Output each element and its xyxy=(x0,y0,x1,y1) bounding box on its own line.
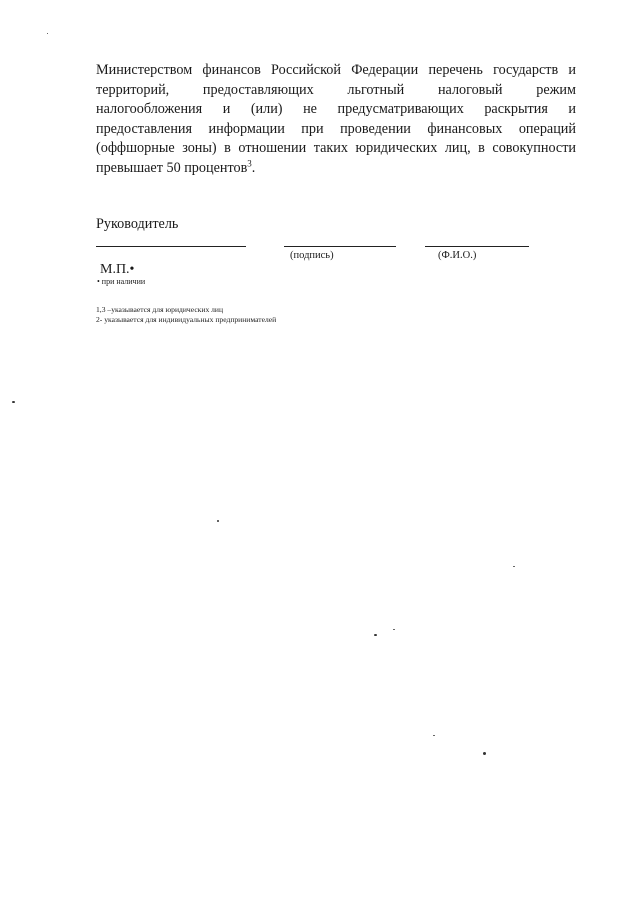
footnote-ref-3: 3 xyxy=(247,158,252,169)
paragraph-line-last xyxy=(96,159,576,179)
scan-speck xyxy=(483,752,486,755)
stamp-label: М.П.• xyxy=(100,262,135,277)
scan-speck xyxy=(393,629,395,630)
scan-speck xyxy=(513,566,515,567)
paragraph-end-punct: . xyxy=(251,159,256,176)
paragraph-line: (оффшорные зоны) в отношении таких юридических лиц, в совокупности xyxy=(96,140,576,157)
stamp-note: • при наличии xyxy=(97,277,146,286)
scan-speck xyxy=(47,33,48,34)
paragraph-last-text: превышает 50 процентов xyxy=(96,159,248,176)
paragraph-line: Министерством финансов Российской Федерации перечень государств и xyxy=(96,62,576,78)
name-line xyxy=(425,246,529,247)
footnote-2: 2- указывается для индивидуальных предпринимателей xyxy=(96,315,277,324)
name-caption: (Ф.И.О.) xyxy=(438,250,477,261)
scan-speck xyxy=(12,401,15,403)
role-signature-line xyxy=(96,246,246,247)
scan-speck xyxy=(374,634,377,636)
body-paragraph xyxy=(96,61,576,179)
paragraph-line: предоставления информации при проведении финансовых операций xyxy=(96,120,576,137)
footnote-1-3: 1,3 –указывается для юридических лиц xyxy=(96,305,224,314)
signature-caption: (подпись) xyxy=(290,250,334,261)
paragraph-line: территорий, предоставляющих льготный налоговый режим xyxy=(96,81,576,98)
scan-speck xyxy=(217,520,219,522)
scan-speck xyxy=(433,735,435,736)
paragraph-line: налогообложения и (или) не предусматривающих раскрытия и xyxy=(96,101,576,118)
signature-line xyxy=(284,246,396,247)
head-role-label: Руководитель xyxy=(96,216,179,232)
